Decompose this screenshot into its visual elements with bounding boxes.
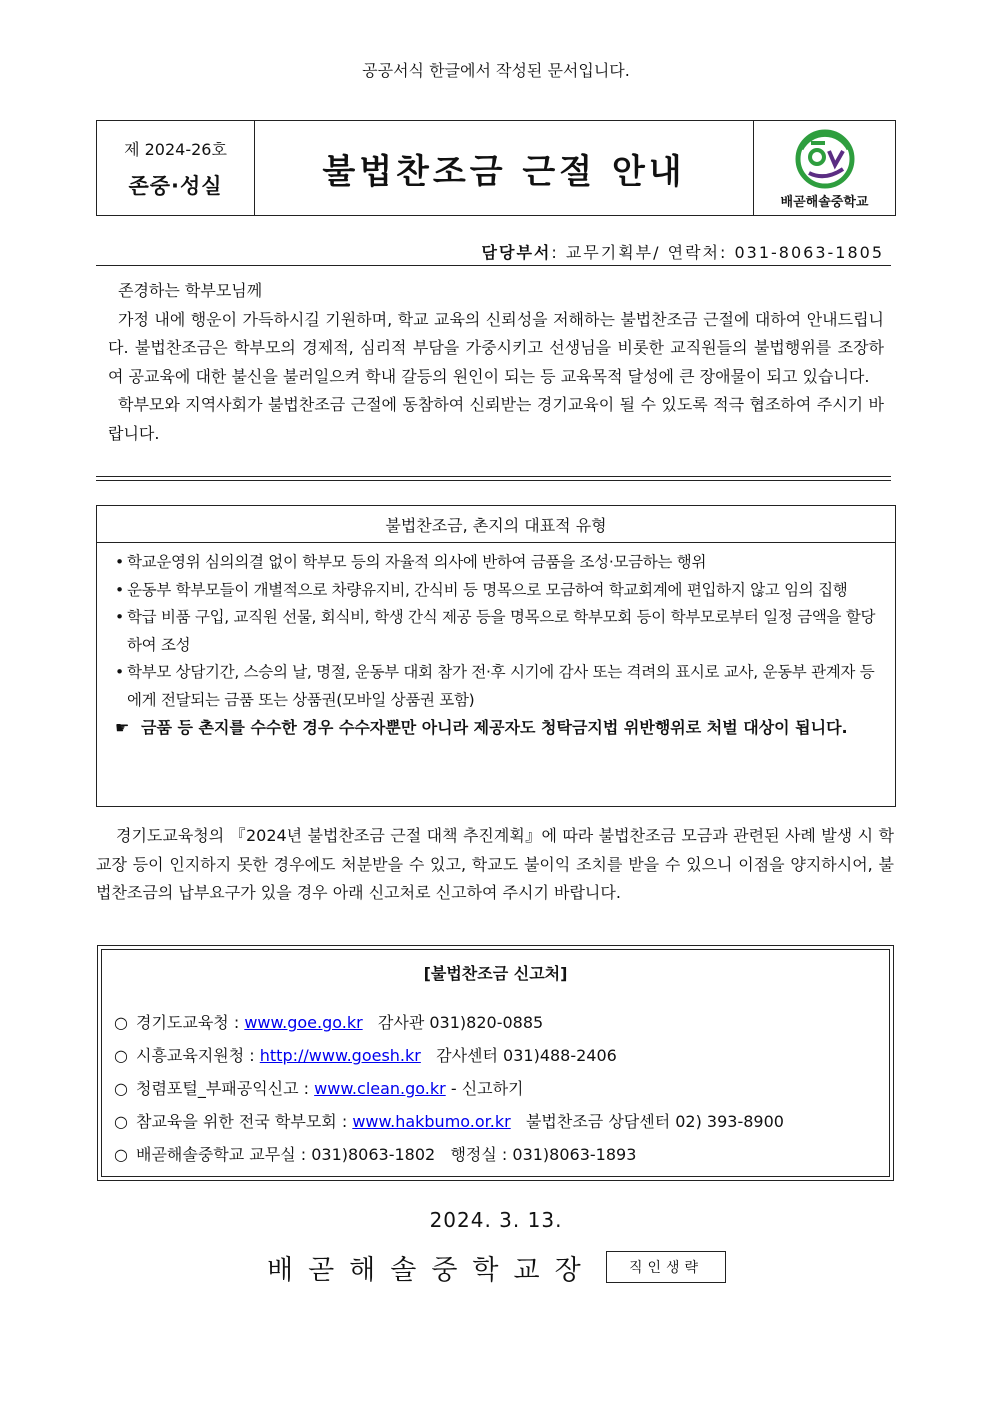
- types-item: • 학교운영위 심의의결 없이 학부모 등의 자율적 의사에 반하여 금품을 조성·모금하는 행위: [115, 549, 877, 577]
- school-emblem-icon: [791, 127, 859, 189]
- phone-value: 031-8063-1805: [734, 243, 884, 262]
- circle-bullet-icon: ○: [114, 1079, 128, 1098]
- header-left-cell: [97, 121, 255, 215]
- report-item: [114, 1006, 889, 1039]
- report-link[interactable]: www.hakbumo.or.kr: [352, 1112, 511, 1131]
- types-list: [97, 543, 895, 742]
- report-org: 시흥교육지원청 :: [136, 1046, 255, 1065]
- intro-text: [108, 277, 884, 448]
- report-link[interactable]: www.goe.go.kr: [244, 1013, 363, 1032]
- divider-bottom-2: [96, 480, 891, 481]
- report-org: 청렴포털_부패공익신고 :: [136, 1079, 310, 1098]
- report-list: [102, 1006, 889, 1171]
- report-link[interactable]: www.clean.go.kr: [314, 1079, 446, 1098]
- circle-bullet-icon: ○: [114, 1046, 128, 1065]
- types-box: [96, 505, 896, 807]
- report-org: 경기도교육청 :: [136, 1013, 240, 1032]
- document-header: [96, 120, 896, 216]
- types-item: • 학부모 상담기간, 스승의 날, 명절, 운동부 대회 참가 전·후 시기에 감사 또는 격려의 표시로 교사, 운동부 관계자 등에게 전달되는 금품 또는 상품권(모바일 상품권 포함): [115, 659, 877, 714]
- circle-bullet-icon: ○: [114, 1145, 128, 1164]
- warning-note: ☛ 금품 등 촌지를 수수한 경우 수수자뿐만 아니라 제공자도 청탁금지법 위반행위로 처벌 대상이 됩니다.: [115, 714, 877, 742]
- report-school-contacts: 배곧해솔중학교 교무실 : 031)8063-1802 행정실 : 031)8063-1893: [136, 1145, 637, 1164]
- page-title: 불법찬조금 근절 안내: [322, 151, 686, 192]
- greeting: 존경하는 학부모님께: [118, 281, 263, 300]
- report-extra: 감사센터 031)488-2406: [436, 1046, 617, 1065]
- report-link[interactable]: http://www.goesh.kr: [259, 1046, 421, 1065]
- report-item: [114, 1072, 889, 1105]
- intro-paragraph-1: 가정 내에 행운이 가득하시길 기원하며, 학교 교육의 신뢰성을 저해하는 불법찬조금 근절에 대하여 안내드립니다. 불법찬조금은 학부모의 경제적, 심리적 부담을 가중시키고 선생님을 비롯한 교직원들의 불법행위를 조장하여 공교육에 대한 불신을 불러일으켜 학내 갈등의 원인이 되는 등 교육목적 달성에 큰 장애물이 되고 있습니다.: [108, 309, 884, 386]
- types-title: 불법찬조금, 촌지의 대표적 유형: [97, 506, 895, 543]
- principal-signature: 배곧해솔중학교장: [267, 1255, 596, 1286]
- report-extra: - 신고하기: [450, 1079, 524, 1098]
- intro-paragraph-2: 학부모와 지역사회가 불법찬조금 근절에 동참하여 신뢰받는 경기교육이 될 수 있도록 적극 협조하여 주시기 바랍니다.: [108, 395, 884, 443]
- seal-omitted-box: 직인생략: [606, 1251, 726, 1283]
- school-motto: 존중·성실: [128, 173, 223, 198]
- report-inner-frame: [101, 949, 890, 1177]
- report-org: 참교육을 위한 전국 학부모회 :: [136, 1112, 348, 1131]
- document-number: 제 2024-26호: [124, 139, 227, 159]
- types-item: • 운동부 학부모들이 개별적으로 차량유지비, 간식비 등 명목으로 모금하여 학교회계에 편입하지 않고 임의 집행: [115, 577, 877, 605]
- report-item: [114, 1138, 889, 1171]
- divider-top: [96, 265, 891, 266]
- logo-school-name: 배곧해솔중학교: [780, 194, 869, 210]
- circle-bullet-icon: ○: [114, 1112, 128, 1131]
- report-title: [불법찬조금 신고처]: [423, 964, 568, 983]
- divider-bottom-1: [96, 476, 891, 477]
- document-date: 2024. 3. 13.: [429, 1208, 563, 1232]
- contact-line: 담당부서: 교무기획부/ 연락처: 031-8063-1805: [481, 243, 884, 262]
- circle-bullet-icon: ○: [114, 1013, 128, 1032]
- report-extra: 감사관 031)820-0885: [377, 1013, 544, 1032]
- school-logo: [753, 121, 895, 215]
- notice-paragraph: 경기도교육청의 『2024년 불법찬조금 근절 대책 추진계획』에 따라 불법찬조금 모금과 관련된 사례 발생 시 학교장 등이 인지하지 못한 경우에도 처분받을 수 있고, 학교도 불이익 조치를 받을 수 있으니 이점을 양지하시어, 불법찬조금의 납부요구가 있을 경우 아래 신고처로 신고하여 주시기 바랍니다.: [96, 826, 894, 902]
- phone-label: 연락처: [667, 243, 720, 262]
- dept-value: 교무기획부/: [565, 243, 661, 262]
- report-extra: 불법찬조금 상담센터 02) 393-8900: [525, 1112, 784, 1131]
- report-box: [97, 945, 894, 1181]
- types-item: • 학급 비품 구입, 교직원 선물, 회식비, 학생 간식 제공 등을 명목으로 학부모회 등이 학부모로부터 일정 금액을 할당하여 조성: [115, 604, 877, 659]
- top-note: 공공서식 한글에서 작성된 문서입니다.: [362, 61, 630, 80]
- report-item: [114, 1039, 889, 1072]
- report-item: [114, 1105, 889, 1138]
- dept-label: 담당부서: [481, 243, 552, 262]
